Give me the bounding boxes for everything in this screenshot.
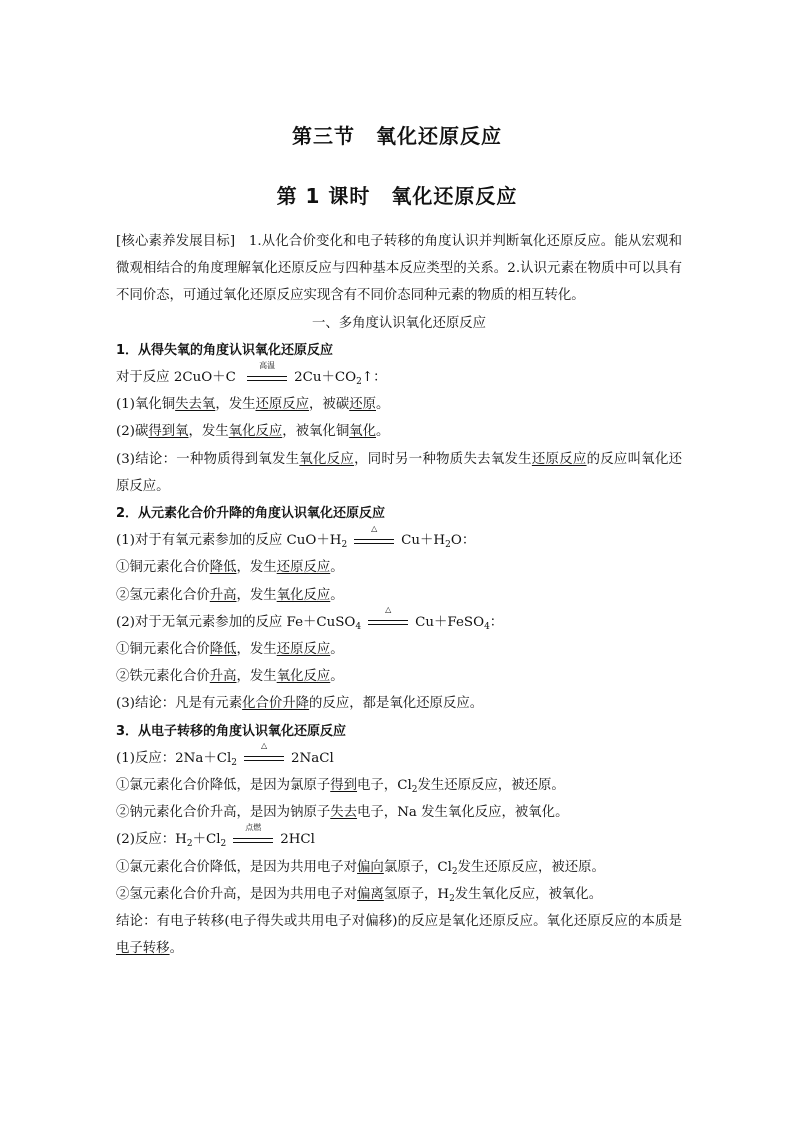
subscript: 2 xyxy=(231,757,238,768)
s1-line2 xyxy=(116,418,682,445)
blank-answer: 偏离 xyxy=(357,886,384,902)
text-segment: 。 xyxy=(330,560,344,576)
subscript: 2 xyxy=(220,839,227,850)
text-segment: ，发生 xyxy=(188,424,229,440)
text-segment: 。 xyxy=(376,397,390,413)
blank-answer: 还原反应 xyxy=(531,451,587,467)
subscript: 2 xyxy=(411,785,418,796)
subscript: 4 xyxy=(484,621,490,632)
text-segment: (2)碳 xyxy=(116,424,149,440)
text-segment: ②氢元素化合价 xyxy=(116,587,210,603)
subscript: 4 xyxy=(355,621,362,632)
reaction-condition-sign xyxy=(354,523,394,547)
blank-answer: 氧化反应 xyxy=(228,424,283,440)
s3-reaction2 xyxy=(116,822,682,853)
reaction-condition-sign xyxy=(233,822,273,846)
condition-label: 高温 xyxy=(259,360,276,370)
lesson-title: 第 1 课时 氧化还原反应 xyxy=(276,184,518,208)
equals-line xyxy=(244,756,284,757)
text-segment: ，发生 xyxy=(236,560,277,576)
reaction-text: ↑： xyxy=(361,370,387,386)
text-segment: ②铁元素化合价 xyxy=(116,669,210,685)
text-segment: ： xyxy=(489,614,504,630)
text-segment: 氢原子，H xyxy=(383,886,450,902)
text-segment: ②钠元素化合价升高，是因为钠原子 xyxy=(116,805,331,821)
condition-label: △ xyxy=(385,605,392,615)
blank-answer: 降低 xyxy=(209,642,237,658)
text-segment: 2HCl xyxy=(280,832,315,848)
blank-answer: 电子转移 xyxy=(116,941,170,957)
blank-answer: 还原反应 xyxy=(276,642,331,658)
s1-reaction xyxy=(116,360,682,391)
equals-line xyxy=(247,380,287,381)
text-segment: ①氯元素化合价降低，是因为氯原子 xyxy=(116,778,331,794)
reaction-text: 2Cu＋CO xyxy=(294,370,357,386)
blank-answer: 化合价升降 xyxy=(242,696,310,712)
condition-label: △ xyxy=(371,523,378,533)
subscript: 2 xyxy=(451,866,458,877)
blank-answer: 氧化反应 xyxy=(276,669,331,685)
s3-r2-line-a xyxy=(116,854,682,881)
blank-answer: 得到氧 xyxy=(148,424,189,440)
text-segment: O： xyxy=(450,533,476,549)
text-segment: 。 xyxy=(169,941,183,957)
equals-line xyxy=(354,539,394,540)
s1-heading: 1．从得失氧的角度认识氧化还原反应 xyxy=(116,342,334,358)
content-body xyxy=(116,228,682,962)
condition-label: △ xyxy=(260,741,268,751)
subscript: 2 xyxy=(356,377,362,388)
text-segment: 结论：有电子转移(电子得失或共用电子对偏移)的反应是氧化还原反应。氧化还原反应的本质是 xyxy=(116,914,682,930)
text-segment: (1)反应：2Na＋Cl xyxy=(116,750,232,766)
s2-r2-line-b xyxy=(116,663,682,690)
subscript: 2 xyxy=(449,893,455,904)
blank-answer: 失去氧 xyxy=(175,397,216,413)
text-segment: ②氢元素化合价升高，是因为共用电子对 xyxy=(116,886,358,902)
text-segment: (1)对于有氧元素参加的反应 CuO＋H xyxy=(116,533,342,549)
subscript: 2 xyxy=(341,540,348,551)
s2-reaction2 xyxy=(116,605,682,636)
s3-heading: 3．从电子转移的角度认识氧化还原反应 xyxy=(116,723,347,739)
s3-r1-line-b xyxy=(116,799,682,826)
text-segment: ①铜元素化合价 xyxy=(116,560,210,576)
text-segment: 的反应叫氧化还原反应。 xyxy=(116,451,683,494)
text-segment: 。 xyxy=(330,587,344,603)
blank-answer: 升高 xyxy=(209,669,237,685)
blank-answer: 氧化反应 xyxy=(276,587,331,603)
reaction-condition-sign xyxy=(368,605,408,628)
text-segment: 。 xyxy=(330,669,344,685)
s3-reaction1 xyxy=(116,741,682,772)
text-segment: (3)结论：一种物质得到氧发生 xyxy=(116,451,300,467)
text-segment: 发生还原反应，被还原。 xyxy=(417,778,565,794)
s3-r1-line-a xyxy=(116,772,682,799)
text-segment: ，发生 xyxy=(215,397,256,413)
text-segment: Cu＋FeSO xyxy=(415,614,485,630)
text-segment: 。 xyxy=(330,642,344,658)
text-segment: ①氯元素化合价降低，是因为共用电子对 xyxy=(116,859,358,875)
text-segment: (3)结论：凡是有元素 xyxy=(116,696,243,712)
s2-r1-line-a xyxy=(116,554,682,581)
text-segment: ，发生 xyxy=(236,587,277,603)
reaction-text: 对于反应 2CuO＋C xyxy=(116,370,241,386)
intro-tag: [核心素养发展目标] xyxy=(116,234,236,249)
text-segment: 氯原子，Cl xyxy=(383,859,452,875)
s2-reaction1 xyxy=(116,523,682,554)
text-segment: 电子，Na 发生氧化反应，被氧化。 xyxy=(357,805,569,821)
s2-conclusion xyxy=(116,690,682,717)
text-segment: 的反应，都是氧化还原反应。 xyxy=(309,696,484,712)
reaction-condition-sign xyxy=(244,741,284,764)
blank-answer: 还原反应 xyxy=(255,397,310,413)
s3-conclusion xyxy=(116,908,682,962)
text-segment: ，同时另一种物质失去氧发生 xyxy=(354,451,532,467)
subscript: 2 xyxy=(445,540,451,551)
intro-text: 1.从化合价变化和电子转移的角度认识并判断氧化还原反应。能从宏观和微观相结合的角度理解氧化还原反应与四种基本反应类型的关系。2.认识元素在物质中可以具有不同价态，可通过氧化还原反应实现含有不同价态同种元素的物质的相互转化。 xyxy=(116,234,682,304)
s1-conclusion xyxy=(116,446,682,500)
blank-answer: 还原反应 xyxy=(276,560,331,576)
text-segment: (1)氧化铜 xyxy=(116,397,176,413)
text-segment: ，发生 xyxy=(236,642,277,658)
subscript: 2 xyxy=(186,839,193,850)
reaction-condition-sign xyxy=(247,360,287,384)
s2-r2-line-a xyxy=(116,636,682,663)
blank-answer: 氧化 xyxy=(349,424,376,440)
blank-answer: 升高 xyxy=(209,587,237,603)
text-segment: 。 xyxy=(376,424,390,440)
s2-heading: 2．从元素化合价升降的角度认识氧化还原反应 xyxy=(116,506,386,522)
text-segment: 发生还原反应，被还原。 xyxy=(457,859,605,875)
equals-line xyxy=(354,543,394,544)
text-segment: 2NaCl xyxy=(291,750,334,766)
s1-line1 xyxy=(116,391,682,418)
equals-line xyxy=(244,760,284,761)
blank-answer: 还原 xyxy=(349,397,376,413)
equals-line xyxy=(368,620,408,621)
intro-paragraph xyxy=(116,228,682,310)
s3-r2-line-b xyxy=(116,881,682,908)
text-segment: 电子，Cl xyxy=(357,778,412,794)
text-segment: Cu＋H xyxy=(401,533,446,549)
blank-answer: 得到 xyxy=(330,778,358,794)
equals-line xyxy=(368,624,408,625)
text-segment: ，发生 xyxy=(236,669,277,685)
equals-line xyxy=(233,838,273,839)
part-heading: 一、多角度认识氧化还原反应 xyxy=(311,315,487,331)
blank-answer: 失去 xyxy=(330,805,358,821)
section-title: 第三节 氧化还原反应 xyxy=(292,124,502,148)
text-segment: ＋Cl xyxy=(192,832,221,848)
blank-answer: 偏向 xyxy=(357,859,384,875)
text-segment: 发生氧化反应，被氧化。 xyxy=(454,886,603,902)
equals-line xyxy=(247,376,287,377)
text-segment: (2)反应：H xyxy=(116,832,187,848)
equals-line xyxy=(233,842,273,843)
text-segment: ①铜元素化合价 xyxy=(116,642,210,658)
text-segment: (2)对于无氧元素参加的反应 Fe＋CuSO xyxy=(116,614,356,630)
text-segment: ，被碳 xyxy=(309,397,350,413)
blank-answer: 氧化反应 xyxy=(299,451,355,467)
text-segment: ，被氧化铜 xyxy=(282,424,350,440)
blank-answer: 降低 xyxy=(209,560,237,576)
condition-label: 点燃 xyxy=(245,822,262,832)
